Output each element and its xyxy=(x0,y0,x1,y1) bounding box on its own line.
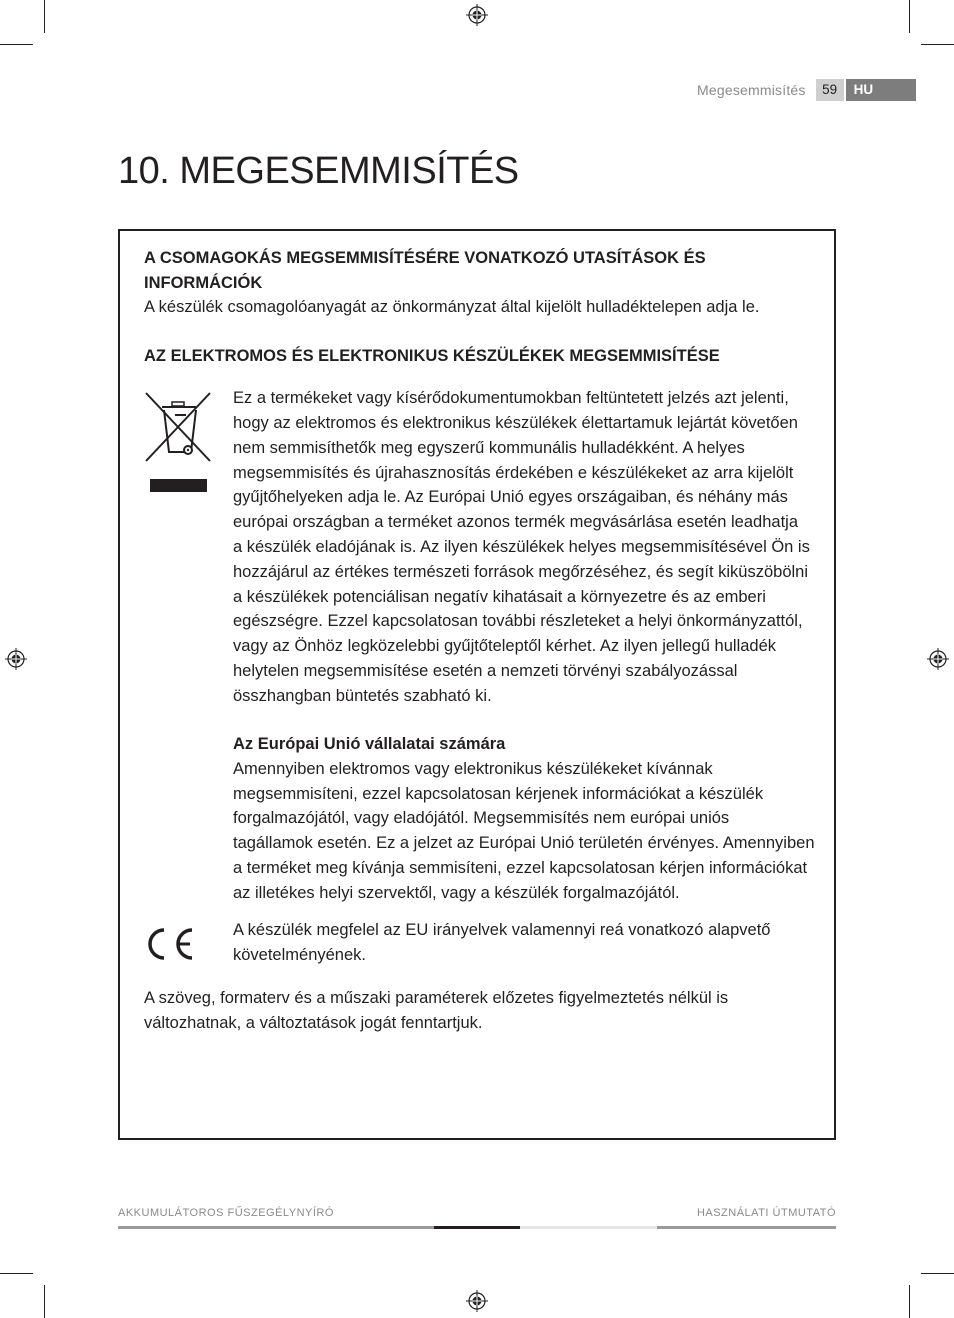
text-line: megsemmisítés és újrahasznosítás érdekében e készülékeket az arra kijelölt xyxy=(233,464,794,482)
registration-mark-icon xyxy=(5,648,27,670)
text-line: vagy az Önhöz legközelebbi gyűjtőteleptől kérhet. Az ilyen jellegű hulladék xyxy=(233,637,777,655)
text-line: követelményének. xyxy=(233,946,366,964)
crop-mark xyxy=(44,0,45,33)
text-line: az illetékes helyi szervektől, vagy a készülék forgalmazójától. xyxy=(233,884,680,902)
text-line: változhatnak, a változtatások jogát fenntartjuk. xyxy=(144,1014,483,1032)
section-label: Megesemmisítés xyxy=(697,82,806,98)
footer-bar xyxy=(118,1226,434,1229)
registration-mark-icon xyxy=(466,1290,488,1312)
text-line: tagállamok esetén. Ez a jelzet az Európai Unió területén érvényes. Amennyiben xyxy=(233,834,815,852)
footer-bar xyxy=(657,1226,836,1229)
text-line: megsemmisíteni, ezzel kapcsolatosan kérjenek információkat a készülék xyxy=(233,785,764,803)
text-line: a terméket meg kívánja semmisíteni, ezzel kapcsolatosan kérjen információkat xyxy=(233,859,808,877)
text-line: nem semmisíthetők meg egyszerű kommunális hulladékként. A helyes xyxy=(233,439,745,457)
crop-mark xyxy=(0,1273,33,1274)
text-line: hozzájárul az értékes természeti források megőrzéséhez, és segít kiküszöbölni xyxy=(233,563,809,581)
footer-product-name: AKKUMULÁTOROS FŰSZEGÉLYNYÍRÓ xyxy=(118,1207,334,1219)
text-line: gyűjtőhelyeken adja le. Az Európai Unió egyes országaiban, és néhány más xyxy=(233,488,788,506)
text-line: A szöveg, formaterv és a műszaki paraméterek előzetes figyelmeztetés nélkül is xyxy=(144,989,729,1007)
text-line: a készülékek potenciálisan negatív kihatásait a környezetre és az emberi xyxy=(233,588,766,606)
packaging-heading-line1: A CSOMAGOKÁS MEGSEMMISÍTÉSÉRE VONATKOZÓ UTASÍTÁSOK ÉS xyxy=(144,249,706,267)
text-line: A készülék megfelel az EU irányelvek valamennyi reá vonatkozó alapvető xyxy=(233,921,771,939)
text-line: forgalmazójától, vagy eladójától. Megsemmisítés nem európai uniós xyxy=(233,809,730,827)
footer-doc-type: HASZNÁLATI ÚTMUTATÓ xyxy=(696,1207,836,1219)
language-tab: HU xyxy=(846,79,916,101)
crop-mark xyxy=(921,44,954,45)
text-line: hogy az elektromos és elektronikus készülékek élettartamuk lejártát követően xyxy=(233,414,798,432)
text-line: a készülék eladójának is. Az ilyen készülékek helyes megsemmisítésével Ön is xyxy=(233,538,810,556)
text-line: összhangban büntetés szabható ki. xyxy=(233,687,492,705)
crossed-out-wheelie-bin-icon xyxy=(142,390,214,496)
crop-mark xyxy=(909,0,910,33)
page-header xyxy=(697,79,916,101)
crop-mark xyxy=(909,1285,910,1318)
text-line: Amennyiben elektromos vagy elektronikus készülékeket kívánnak xyxy=(233,760,713,778)
crop-mark xyxy=(0,44,33,45)
registration-mark-icon xyxy=(927,648,949,670)
crop-mark xyxy=(921,1273,954,1274)
registration-mark-icon xyxy=(466,4,488,26)
text-line: európai országban a terméket azonos termék megvásárlása esetén leadhatja xyxy=(233,513,798,531)
text-line: Ez a termékeket vagy kísérődokumentumokban feltüntetett jelzés azt jelenti, xyxy=(233,389,789,407)
text-line: egészségre. Ezzel kapcsolatosan további részleteket a helyi önkormányzattól, xyxy=(233,612,803,630)
weee-heading: AZ ELEKTROMOS ÉS ELEKTRONIKUS KÉSZÜLÉKEK MEGSEMMISÍTÉSE xyxy=(144,347,720,365)
footer-bar xyxy=(520,1226,657,1229)
page-number: 59 xyxy=(816,79,844,101)
page-title: 10. MEGESEMMISÍTÉS xyxy=(118,150,519,192)
packaging-heading-line2: INFORMÁCIÓK xyxy=(144,274,263,292)
eu-business-heading: Az Európai Unió vállalatai számára xyxy=(233,735,506,753)
crop-mark xyxy=(44,1285,45,1318)
packaging-text: A készülék csomagolóanyagát az önkormányzat által kijelölt hulladéktelepen adja le. xyxy=(144,298,760,316)
footer-bar xyxy=(434,1226,520,1229)
ce-mark-icon xyxy=(143,925,197,963)
text-line: helytelen megsemmisítése esetén a nemzeti törvényi szabályozással xyxy=(233,662,738,680)
